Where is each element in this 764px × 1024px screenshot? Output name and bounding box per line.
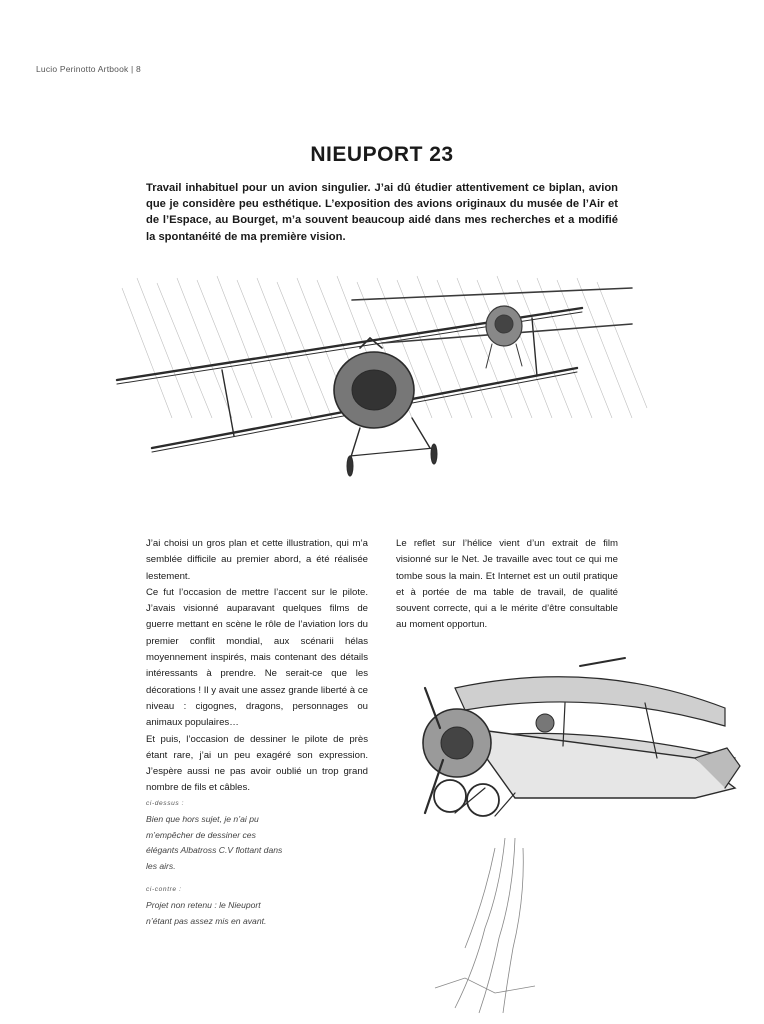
intro-paragraph: Travail inhabituel pour un avion singulier. J’ai dû étudier attentivement ce biplan, avion que je considère peu esthétique. L’exposition des avions originaux du musée de l’Air et de l’Espace, au Bourget, m’a souvent beaucoup aidé dans mes recherches et a modifié la spontanéité de ma première vision.: [146, 182, 618, 243]
distant-biplane: [352, 288, 632, 368]
caption-text: Projet non retenu : le Nieuport n’étant pas assez mis en avant.: [146, 900, 267, 926]
page-title: NIEUPORT 23: [310, 143, 454, 166]
caption-opposite: [146, 882, 286, 929]
right-column: [396, 536, 618, 634]
caption-label: ci-contre :: [146, 886, 182, 893]
left-paragraph: Ce fut l’occasion de mettre l’accent sur le pilote. J’avais visionné auparavant quelques films de guerre mettant en scène le rôle de l’aviation lors du premier conflit mondial, aux scénarii hélas moyennement inspirés, mais contenant des détails intéressants à prendre. Ne serait-ce que les décorations ! Il y avait une assez grande liberté à ce niveau : cigognes, dragons, personnages ou animaux populaires…: [146, 586, 368, 729]
right-paragraph: Le reflet sur l’hélice vient d’un extrait de film visionné sur le Net. Je travaille avec tout ce qui me tombe sous la main. Et Internet est un outil pratique et à portée de ma table de travail, de qualité souvent correcte, qui a le mérite d’être consultable au moment opportun.: [396, 538, 618, 631]
left-column: [146, 536, 368, 797]
caption-label: ci-dessus :: [146, 800, 185, 807]
smoke-trail: [435, 838, 535, 1013]
left-paragraph: Et puis, l’occasion de dessiner le pilote de près étant rare, j’ai un peu exagéré son expression. J’espère aussi ne pas avoir oublié un trop grand nombre de fils et câbles.: [146, 733, 368, 794]
nieuport-plane: [423, 658, 740, 816]
running-head: Lucio Perinotto Artbook | 8: [36, 64, 141, 74]
nieuport-sketch: [395, 648, 745, 1018]
biplanes-sketch: [112, 268, 657, 500]
left-paragraph: J’ai choisi un gros plan et cette illustration, qui m’a semblée difficile au premier abord, a été réalisée lestement.: [146, 538, 368, 582]
caption-text: Bien que hors sujet, je n’ai pu m’empêcher de dessiner ces élégants Albatross C.V flottant dans les airs.: [146, 814, 283, 871]
caption-above: [146, 796, 286, 874]
